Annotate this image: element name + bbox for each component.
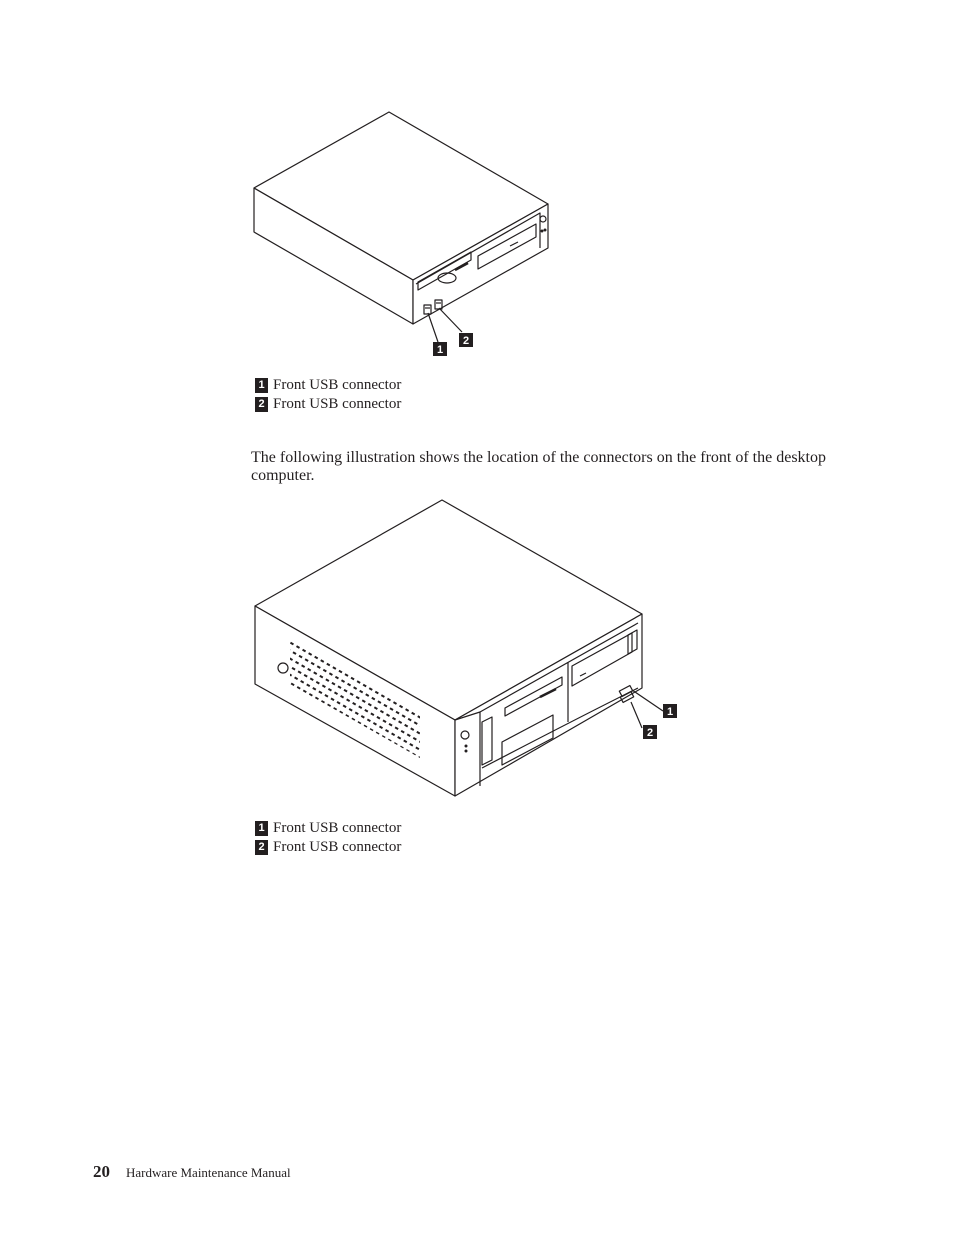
callout-2: 2 [646, 727, 654, 739]
page-footer [93, 1162, 291, 1182]
callout-1: 1 [436, 344, 444, 356]
legend-item [255, 395, 401, 414]
figure1-legend [255, 376, 401, 414]
manual-title: Hardware Maintenance Manual [126, 1165, 291, 1180]
legend-item [255, 376, 401, 395]
page-number: 20 [93, 1162, 110, 1181]
legend-label: Front USB connector [273, 396, 402, 412]
figure2-legend [255, 819, 401, 857]
legend-label: Front USB connector [273, 839, 402, 855]
legend-item [255, 819, 401, 838]
small-desktop-illustration [240, 100, 570, 360]
callout-2: 2 [462, 335, 470, 347]
legend-number: 1 [255, 821, 268, 836]
legend-number: 2 [255, 397, 268, 412]
legend-item [255, 838, 401, 857]
legend-number: 1 [255, 378, 268, 393]
callout-1: 1 [666, 706, 674, 718]
desktop-computer-illustration [240, 490, 690, 810]
legend-number: 2 [255, 840, 268, 855]
legend-label: Front USB connector [273, 377, 402, 393]
legend-label: Front USB connector [273, 820, 402, 836]
body-paragraph: The following illustration shows the location of the connectors on the front of the desktop computer. [251, 449, 826, 484]
